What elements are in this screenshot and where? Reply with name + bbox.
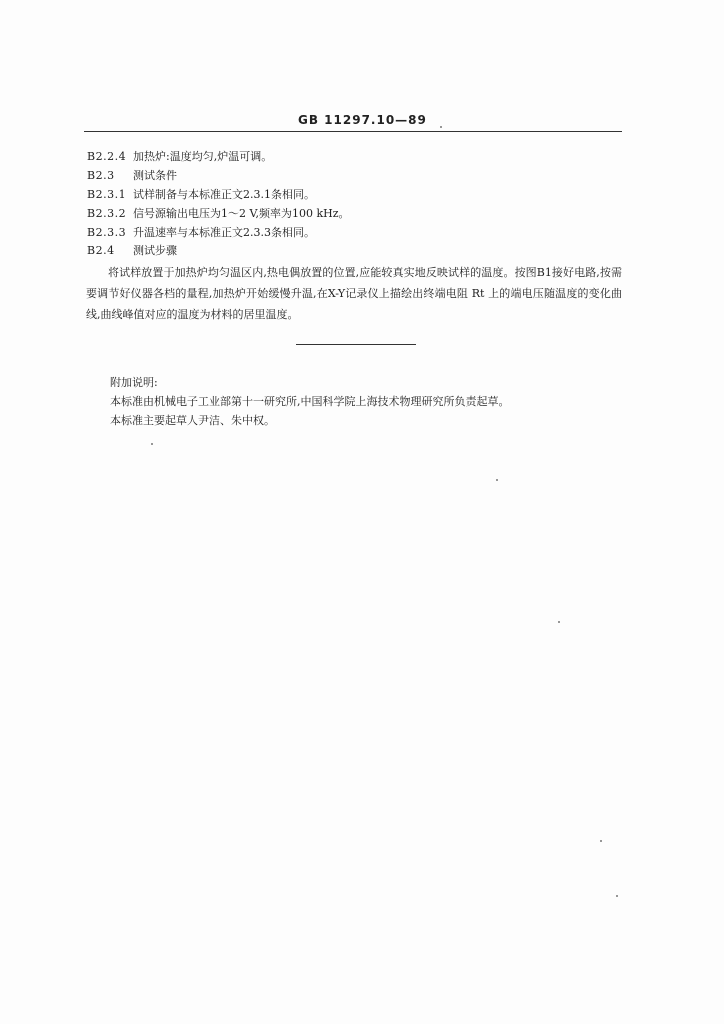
- scan-speck: [600, 840, 602, 842]
- additional-note-line: 本标准由机械电子工业部第十一研究所,中国科学院上海技术物理研究所负责起草。: [110, 395, 510, 408]
- section-b2-3: [87, 169, 177, 183]
- scan-speck: [440, 126, 442, 128]
- section-text: 升温速率与本标准正文2.3.3条相同。: [133, 226, 315, 239]
- section-b2-3-3: [87, 226, 315, 240]
- additional-note-line: 本标准主要起草人尹洁、朱中权。: [110, 414, 275, 427]
- section-number: B2.4: [87, 244, 115, 257]
- section-text: 试样制备与本标准正文2.3.1条相同。: [133, 188, 315, 201]
- scan-speck: [151, 443, 153, 445]
- additional-notes-title: 附加说明:: [110, 376, 158, 389]
- procedure-paragraph: 将试样放置于加热炉均匀温区内,热电偶放置的位置,应能较真实地反映试样的温度。按图B1接好电路,按需要调节好仪器各档的量程,加热炉开始缓慢升温,在X-Y记录仪上描绘出终端电阻 Rt 上的端电压随温度的变化曲线,曲线峰值对应的温度为材料的居里温度。: [86, 266, 622, 321]
- section-b2-2-4: [87, 150, 272, 164]
- section-text: 测试步骤: [133, 244, 177, 257]
- section-number: B2.2.4: [87, 150, 127, 163]
- section-b2-3-1: [87, 188, 315, 202]
- scan-speck: [496, 479, 498, 481]
- section-text: 信号源输出电压为1～2 V,频率为100 kHz。: [133, 207, 350, 220]
- section-number: B2.3.2: [87, 207, 127, 220]
- section-number: B2.3.3: [87, 226, 127, 239]
- section-b2-3-2: [87, 207, 350, 221]
- section-text: 加热炉:温度均匀,炉温可调。: [133, 150, 273, 163]
- standard-code: GB 11297.10—89: [298, 113, 427, 127]
- scan-speck: [616, 895, 618, 897]
- scan-speck: [558, 621, 560, 623]
- section-number: B2.3.1: [87, 188, 127, 201]
- section-b2-4: [87, 244, 177, 258]
- section-text: 测试条件: [133, 169, 177, 182]
- section-number: B2.3: [87, 169, 115, 182]
- section-divider: [296, 344, 416, 345]
- header-rule: [84, 131, 622, 132]
